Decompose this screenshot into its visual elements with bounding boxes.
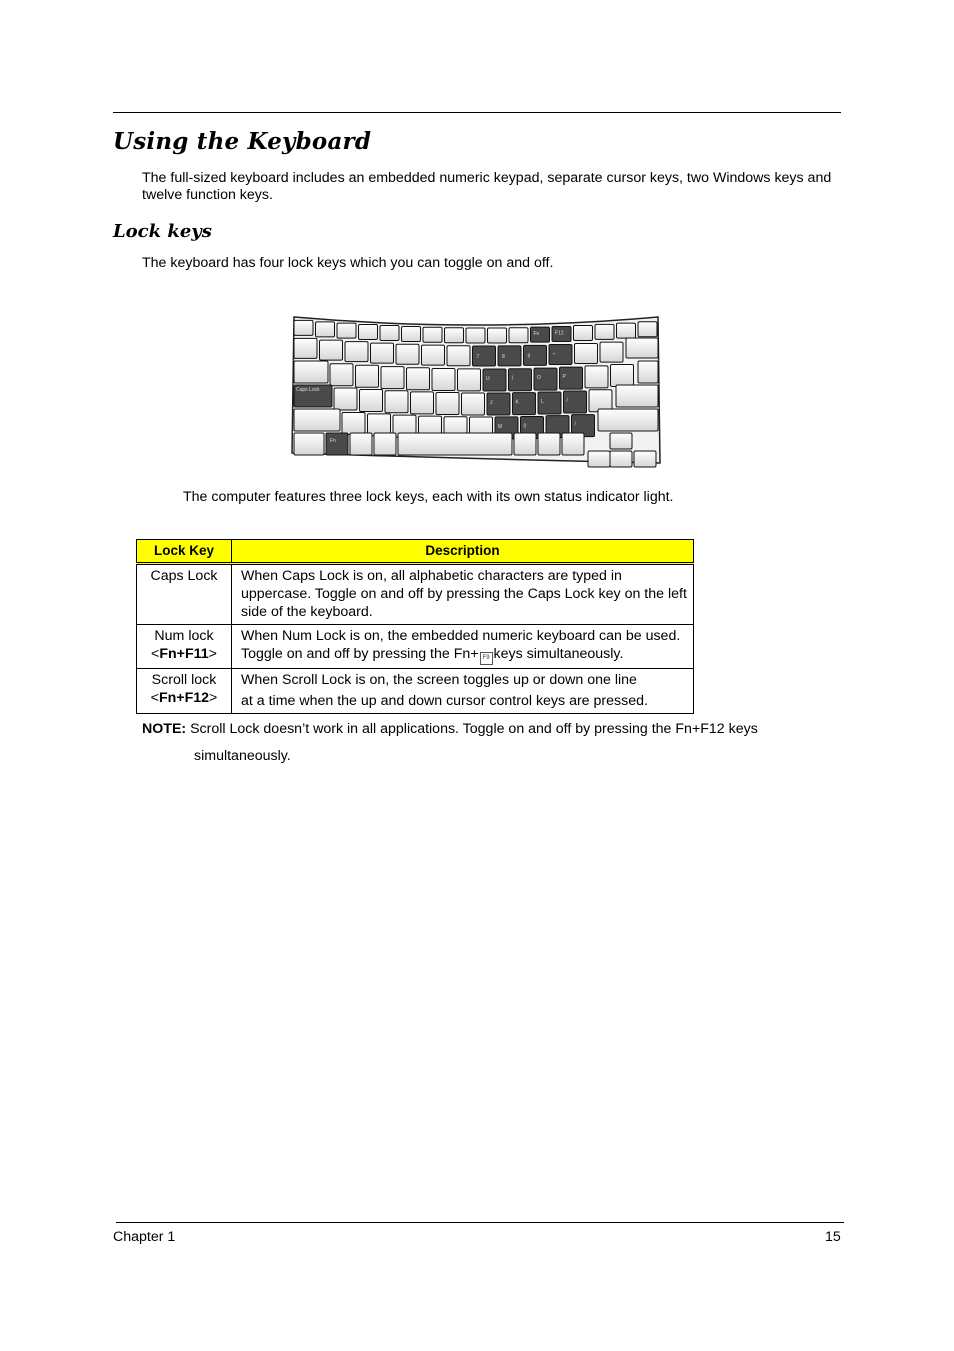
description-line-2: at a time when the up and down cursor control keys are pressed. [241,693,648,709]
function-key [294,320,313,335]
number-key [371,343,394,363]
function-key [574,325,593,340]
number-key [345,342,368,362]
function-key [423,327,442,342]
tab-key [294,361,328,383]
lock-key-cell [137,564,232,625]
letter-key [385,391,408,413]
lock-key-name: Num lock [154,628,214,644]
letter-key [436,393,459,415]
keyboard-key-label: 7 [476,353,480,360]
f9-key-icon: F9 [480,652,493,665]
keyboard-key-label: Fn [533,331,540,338]
letter-key [589,390,612,412]
arrow-up-key [610,433,632,449]
letter-key [342,412,365,434]
letter-key [330,364,353,386]
key-combo: Fn+F11 [159,646,209,662]
keyboard-key-label: M [498,423,503,430]
letter-key [360,390,383,412]
section-paragraph: The keyboard has four lock keys which you can toggle on and off. [142,255,554,271]
page-number: 15 [825,1229,841,1245]
note-paragraph [142,721,842,738]
arrow-left-key [588,451,610,467]
lock-key-name: Scroll lock [151,672,217,688]
keyboard-key-label: P [562,374,566,381]
letter-key [356,365,379,387]
letter-key [411,392,434,414]
keyboard-key-label: 8 [502,353,505,360]
keyboard-key-label: . [549,422,551,429]
windows-key-right [538,433,560,455]
function-key [445,328,464,343]
alt-gr-key [514,433,536,455]
fn-key-label: Fn [330,438,336,444]
function-key [595,324,614,339]
features-paragraph: The computer features three lock keys, each with its own status indicator light. [183,489,674,505]
table-row [137,625,694,669]
keyboard-key-label: 0 [523,423,527,430]
caps-lock-key-label: Caps Lock [296,387,320,393]
lock-keys-table [136,539,694,714]
function-key [380,326,399,341]
note-continuation: simultaneously. [194,748,291,764]
function-key [337,323,356,338]
description-text-end: keys simultaneously. [493,646,624,662]
lock-key-cell: Num lock <Fn+F11> [137,625,232,669]
header-rule [113,112,841,113]
menu-key [562,433,584,455]
function-key [316,322,335,337]
letter-key [585,366,608,388]
right-shift-key [598,409,658,431]
number-key [447,346,470,366]
ctrl-key [294,433,324,455]
lock-key-cell: Scroll lock <Fn+F12> [137,669,232,714]
windows-key [350,433,372,455]
backslash-key [638,361,658,383]
description-cell: When Caps Lock is on, all alphabetic characters are typed in uppercase. Toggle on and off by pressing the Caps Lock key on the left side of the keyboard. [232,564,694,625]
table-row [137,564,694,625]
letter-key [611,364,634,386]
fn-key [326,433,348,455]
description-cell [232,669,694,714]
note-label: NOTE: [142,721,187,737]
enter-key [616,385,658,407]
function-key [509,328,528,343]
number-key [575,343,598,363]
function-key [402,326,421,341]
section-title: Lock keys [113,221,212,242]
backspace-key [626,338,658,358]
page-title: Using the Keyboard [113,128,372,155]
number-key [320,340,343,360]
keyboard-illustration [288,313,664,471]
space-bar [398,433,512,455]
column-header-description: Description [232,540,694,564]
letter-key [462,393,485,415]
number-key [294,338,317,358]
description-line-1: When Scroll Lock is on, the screen toggles up or down one line [241,672,637,688]
table-row [137,669,694,714]
keyboard-key-label: O [537,375,541,382]
footer-chapter: Chapter 1 [113,1229,176,1245]
footer-rule [116,1222,844,1223]
function-key [617,323,636,338]
keyboard-key-label: J [490,399,493,406]
number-key [396,344,419,364]
intro-paragraph: The full-sized keyboard includes an embedded numeric keypad, separate cursor keys, two Windows keys and twelve function keys. [142,170,832,203]
arrow-down-key [610,451,632,467]
keyboard-key-label: * [553,352,555,359]
function-key [638,322,657,337]
lock-key-name: Caps Lock [150,568,218,584]
keyboard-key-label: L [541,398,544,405]
keyboard-key-label: / [566,397,568,404]
function-key [488,328,507,343]
keyboard-key-label: K [515,399,519,406]
keyboard-key-label: U [486,375,490,382]
description-text: When Num Lock is on, the embedded numeric keyboard can be used. Toggle on and off by pressing the Fn+ [241,628,681,662]
number-key [600,342,623,362]
letter-key [407,368,430,390]
number-key [422,345,445,365]
keyboard-key-label: 9 [527,353,531,360]
table-header-row [137,540,694,564]
keyboard-key-label: / [574,421,576,428]
keyboard-key-label: I [511,375,513,382]
letter-key [381,367,404,389]
letter-key [334,388,357,410]
function-key [466,328,485,343]
arrow-right-key [634,451,656,467]
letter-key [458,369,481,391]
alt-key [374,433,396,455]
description-cell [232,625,694,669]
letter-key [432,368,455,390]
keyboard-key-label: F12 [555,330,564,337]
column-header-lock-key: Lock Key [137,540,232,564]
left-shift-key [294,409,340,431]
function-key [359,324,378,339]
key-combo: Fn+F12 [158,690,210,706]
note-text: Scroll Lock doesn’t work in all applications. Toggle on and off by pressing the Fn+F12 keys [190,721,758,737]
